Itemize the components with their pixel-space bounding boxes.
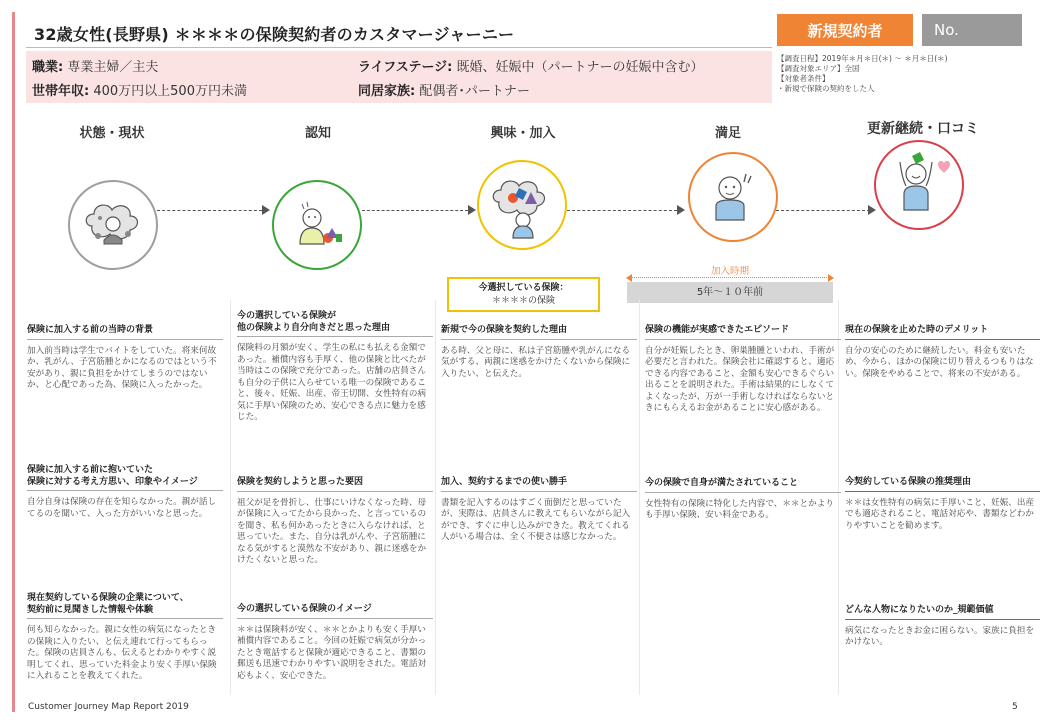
column-divider: [639, 300, 640, 695]
profile-life-stage: ライフステージ: 既婚、妊娠中（パートナーの妊娠中含む）: [358, 60, 704, 75]
section-heading: どんな人物になりたいのか_規範価値: [845, 605, 1040, 620]
page-number: 5: [1012, 702, 1018, 712]
page-title: 32歳女性(長野県) ＊＊＊＊の保険契約者のカスタマージャーニー: [34, 25, 515, 44]
section-new-contract-reason: [441, 325, 637, 380]
section-heading: 今の選択している保険のイメージ: [237, 604, 433, 619]
stage-label-awareness: 認知: [304, 126, 331, 141]
connector-arrow-4: [868, 205, 876, 215]
section-body: 自分自身は保険の存在を知らなかった。親が話してるのを聞いて、入った方がいいなと思った。: [27, 497, 217, 519]
connector-1: [157, 210, 262, 211]
join-arrow-right: [828, 274, 834, 282]
connector-3: [567, 210, 677, 211]
section-heading: 現在の保険を止めた時のデメリット: [845, 325, 1040, 340]
stage-circle-status: [68, 180, 158, 270]
title-divider: [26, 47, 772, 48]
section-body: ＊＊は保険料が安く、＊＊とかよりも安く手厚い補償内容であること。今回の妊娠で病気が分かったとき電話すると保険が適応できること、書類の郵送も迅速でわかりやすい説明をされた。電話対応もよく、安心できた。: [237, 624, 427, 681]
section-company-info: [27, 593, 223, 683]
section-heading: 今の選択している保険が 他の保険より自分向きだと思った理由: [237, 311, 433, 337]
join-period-value: 5年～１０年前: [627, 282, 833, 303]
section-body: 書類を記入するのはすごく面倒だと思っていたが、実際は、店員さんに教えてもらいながら記入ができ、すぐに申し込みができた。教えてくれる人がいる場合は、全く不便さは感じなかった。: [441, 497, 631, 542]
stage-circle-renewal: [874, 140, 964, 230]
stage-circle-interest: [477, 160, 567, 250]
section-heading: 保険を契約しようと思った要因: [237, 477, 433, 492]
connector-arrow-2: [468, 205, 476, 215]
section-demerit: [845, 325, 1040, 380]
section-episode: [645, 325, 841, 415]
persona-profile: [26, 51, 772, 103]
section-heading: 今の保険で自身が満たされていること: [645, 478, 841, 493]
join-period-label: 加入時期: [710, 266, 749, 277]
section-heading: 今契約している保険の推奨理由: [845, 477, 1040, 492]
section-heading: 加入、契約するまでの使い勝手: [441, 477, 637, 492]
connector-arrow-3: [677, 205, 685, 215]
column-divider: [435, 300, 436, 695]
section-body: 女性特有の保険に特化した内容で、＊＊とかよりも手厚い保険、安い料金である。: [645, 498, 834, 520]
section-body: 自分の安心のために継続したい。料金も安いため、今から、ほかの保険に切り替えるつもりはない。保険をやめることで、将来の不安がある。: [845, 345, 1034, 379]
survey-condition-label: 【対象者条件】: [777, 74, 830, 83]
connector-4: [776, 210, 870, 211]
section-body: ある時、父と母に、私は子宮筋腫や乳がんになる気がする、両親に迷惑をかけたくないから保険に入りたい、と伝えた。: [441, 345, 631, 379]
number-badge: No.: [922, 14, 1022, 46]
survey-condition: ・新規で保険の契約をした人: [777, 84, 875, 93]
join-arrow-left: [626, 274, 632, 282]
section-body: ＊＊は女性特有の病気に手厚いこと、妊娠、出産でも適応されること、電話対応や、書類などわかりやすいことを勧めます。: [845, 497, 1035, 531]
current-insurance-box: [447, 277, 600, 312]
stage-circle-satisfaction: [688, 152, 778, 242]
section-body: 加入前当時は学生でバイトをしていた。将来何故か、乳がん、子宮筋腫とかになるのではという不安があり、親に負担をかけてしまうのではないか、と心配であった為、保険に入ったかった。: [27, 345, 217, 390]
worried-person-icon: [70, 182, 156, 268]
section-contract-factor: [237, 477, 433, 567]
happy-person-icon: [876, 142, 962, 228]
accent-left-bar: [12, 12, 15, 712]
join-arrow-line: [629, 277, 831, 278]
survey-info: [777, 54, 1023, 94]
column-divider: [230, 300, 231, 695]
stage-circle-awareness: [272, 180, 362, 270]
stage-label-status: 状態・現状: [79, 126, 145, 141]
section-insurance-image: [237, 604, 433, 682]
current-insurance-label: 今選択している保険：: [478, 283, 569, 293]
profile-income: 世帯年収: 400万円以上500万円未満: [32, 84, 247, 99]
connector-2: [362, 210, 468, 211]
section-heading: 保険の機能が実感できたエピソード: [645, 325, 841, 340]
section-pre-join-impression: [27, 465, 223, 520]
profile-family: 同居家族: 配偶者･パートナー: [358, 84, 530, 99]
section-selection-reason: [237, 311, 433, 424]
section-satisfied-points: [645, 478, 841, 522]
section-body: 祖父が足を骨折し、仕事にいけなくなった時、母が保険に入ってたから良かった、と言っているのを聞き、私も何かあったときに入らなければ、と思っていた。また、自分は乳がんや、子宮筋腫になる気がすると漠然な不安があり、親に迷惑をかけたくないと思った。: [237, 497, 427, 565]
stage-label-satisfaction: 満足: [714, 126, 741, 141]
person-noticing-icon: [274, 182, 360, 268]
section-heading: 現在契約している保険の企業について、 契約前に見聞きした情報や体験: [27, 593, 223, 619]
section-heading: 保険に加入する前の当時の背景: [27, 325, 223, 340]
survey-area: 【調査対象エリア】全国: [777, 64, 860, 73]
section-pre-join-background: [27, 325, 223, 392]
new-contractor-badge: 新規契約者: [777, 14, 913, 46]
stage-label-interest: 興味・加入: [490, 126, 556, 141]
footer-report-name: Customer Journey Map Report 2019: [28, 702, 189, 712]
satisfied-person-icon: [690, 154, 776, 240]
connector-arrow-1: [262, 205, 270, 215]
section-recommend-reason: [845, 477, 1040, 532]
current-insurance-value: ＊＊＊＊の保険: [491, 296, 555, 306]
section-heading: 新規で今の保険を契約した理由: [441, 325, 637, 340]
person-thinking-icon: [479, 162, 565, 248]
profile-job: 職業: 専業主婦／主夫: [32, 60, 159, 75]
section-ideal-self: [845, 605, 1040, 649]
stage-label-renewal: 更新継続・口コミ: [867, 121, 979, 137]
section-heading: 保険に加入する前に抱いていた 保険に対する考え方思い、印象やイメージ: [27, 465, 223, 491]
section-body: 病気になったときお金に困らない。家族に負担をかけない。: [845, 625, 1035, 647]
section-usability: [441, 477, 637, 544]
section-body: 保険料の月額が安く、学生の私にも払える金額であった。補償内容も手厚く、他の保険と比べたが当時はこの保険で充分であった。店舗の店員さんも自分の子供に入らせている唯一の保険であること、後々、妊娠、出産、帝王切開、女性特有の病気に手厚い保険のため、安心できる点に魅力を感じた。: [237, 343, 427, 422]
survey-date: 【調査日程】2019年＊月＊日(＊) ～ ＊月＊日(＊): [777, 54, 948, 63]
section-body: 何も知らなかった。親に女性の病気になったときの保険に入りたい、と伝え連れて行ってもらった。保険の店員さんも、伝えるとわかりやすく説明してくれ、思っていた料金より安く手厚い保険に入れることを教えてくれた。: [27, 625, 217, 681]
section-body: 自分が妊娠したとき、卵巣腫腫といわれ、手術が必要だと言われた。保険会社に確認すると、適応できる内容であること、金額も安心できるぐらい出ることを説明された。手術は結果的にしなくてよくなったが、万が一手術しなければならないときにもらえるお金があることに安心感がある。: [645, 345, 835, 413]
